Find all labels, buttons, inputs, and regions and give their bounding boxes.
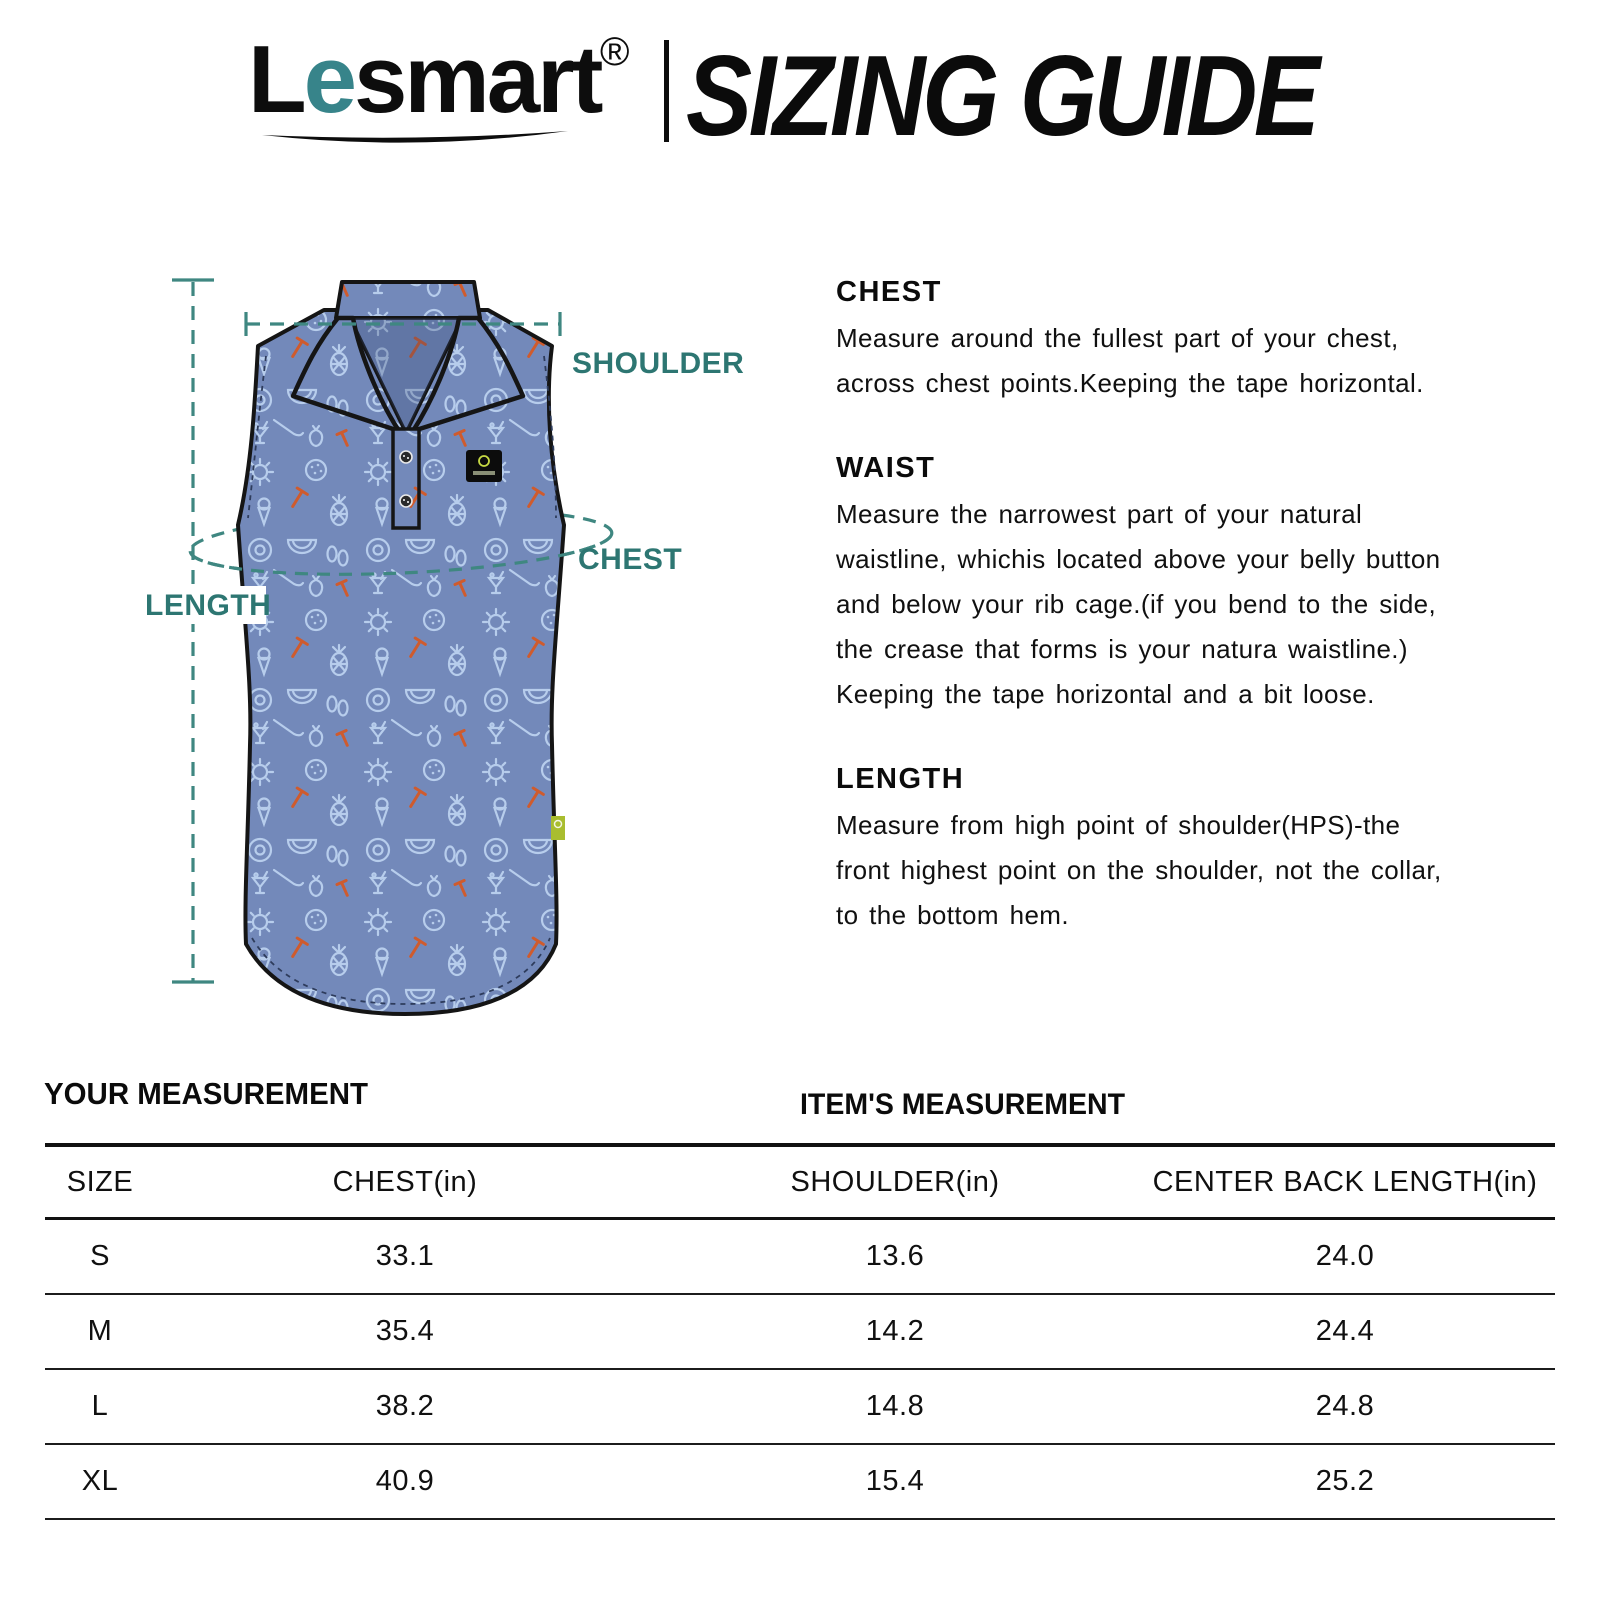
- table-row: [45, 1220, 1555, 1295]
- button-placket: [393, 429, 419, 528]
- length-value: 24.0: [1315, 1240, 1375, 1272]
- shoulder-value: 14.2: [865, 1315, 925, 1347]
- size-value: XL: [81, 1465, 119, 1497]
- column-header-length: CENTER BACK LENGTH(in): [1152, 1165, 1538, 1198]
- length-value: 24.8: [1315, 1390, 1375, 1422]
- instruction-line: Measure from high point of shoulder(HPS)-the: [836, 810, 1401, 840]
- shoulder-value: 14.8: [865, 1390, 925, 1422]
- instruction-waist: [836, 452, 1551, 717]
- instruction-heading: LENGTH: [836, 763, 965, 795]
- instruction-heading: CHEST: [836, 276, 942, 308]
- column-header-shoulder: SHOULDER(in): [790, 1165, 1000, 1198]
- instruction-line: to the bottom hem.: [836, 900, 1069, 930]
- instruction-line: and below your rib cage.(if you bend to the side,: [836, 589, 1437, 619]
- shoulder-value: 15.4: [865, 1465, 925, 1497]
- size-value: L: [91, 1390, 109, 1422]
- instruction-heading: WAIST: [836, 452, 936, 484]
- instruction-line: front highest point on the shoulder, not the collar,: [836, 855, 1442, 885]
- chest-label: CHEST: [578, 543, 683, 576]
- shirt-measurement-diagram: [130, 250, 770, 1050]
- length-value: 24.4: [1315, 1315, 1375, 1347]
- brand-logo: [248, 26, 668, 160]
- instruction-chest: [836, 276, 1551, 406]
- chest-value: 38.2: [375, 1390, 435, 1422]
- size-value: M: [87, 1315, 113, 1347]
- chest-brand-patch: [466, 450, 502, 482]
- registered-mark: ®: [600, 30, 630, 74]
- length-label: LENGTH: [145, 589, 272, 622]
- instruction-line: Measure around the fullest part of your chest,: [836, 323, 1399, 353]
- collar-back-panel: [336, 282, 480, 318]
- logo-swoosh: [260, 130, 570, 155]
- column-header-size: SIZE: [66, 1165, 134, 1198]
- shoulder-label: SHOULDER: [572, 347, 745, 380]
- header-divider: [664, 40, 669, 142]
- table-row: [45, 1295, 1555, 1370]
- length-value: 25.2: [1315, 1465, 1375, 1497]
- instruction-line: the crease that forms is your natura waistline.): [836, 634, 1408, 664]
- instruction-line: across chest points.Keeping the tape horizontal.: [836, 368, 1424, 398]
- instruction-line: Keeping the tape horizontal and a bit loose.: [836, 679, 1375, 709]
- brand-letters: smart: [354, 26, 601, 133]
- your-measurement-label: YOUR MEASUREMENT: [44, 1076, 368, 1111]
- instruction-line: Measure the narrowest part of your natural: [836, 499, 1363, 529]
- items-measurement-label: ITEM'S MEASUREMENT: [800, 1088, 1126, 1121]
- instruction-line: waistline, whichis located above your belly button: [836, 544, 1441, 574]
- size-chart-table: [45, 1143, 1555, 1520]
- size-value: S: [90, 1240, 110, 1272]
- chest-value: 33.1: [375, 1240, 435, 1272]
- chest-value: 40.9: [375, 1465, 435, 1497]
- column-header-chest: CHEST(in): [332, 1165, 478, 1198]
- instruction-length: [836, 763, 1551, 938]
- page-title: SIZING GUIDE: [686, 33, 1317, 160]
- brand-letter-accent: e: [303, 26, 355, 133]
- chest-value: 35.4: [375, 1315, 435, 1347]
- table-row: [45, 1445, 1555, 1520]
- shoulder-value: 13.6: [865, 1240, 925, 1272]
- brand-letter: L: [248, 26, 304, 133]
- hem-tag: [551, 816, 565, 840]
- length-dimension-line: [172, 280, 214, 982]
- table-header-row: [45, 1143, 1555, 1220]
- table-row: [45, 1370, 1555, 1445]
- shirt-illustration: [130, 250, 770, 1050]
- measuring-instructions: [836, 276, 1551, 984]
